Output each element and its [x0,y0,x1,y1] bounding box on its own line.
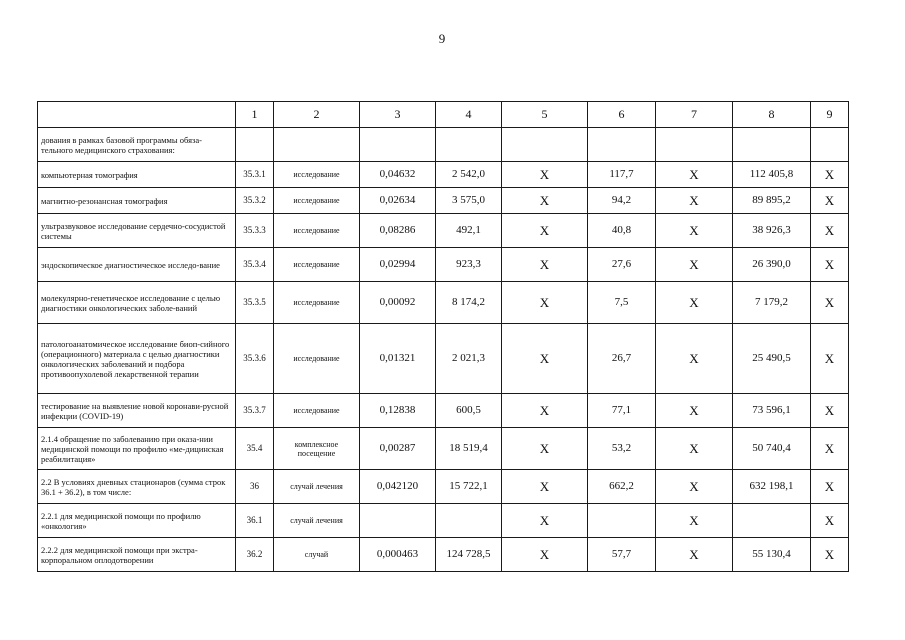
header-cell: 5 [502,102,588,128]
col7-cell: X [656,394,733,428]
col6-cell: 662,2 [588,470,656,504]
row-code-cell: 35.3.2 [236,188,274,214]
table-row [38,248,849,282]
header-cell: 7 [656,102,733,128]
row-unit-cell: случай [274,538,360,572]
table-row [38,538,849,572]
col4-cell: 3 575,0 [436,188,502,214]
row-code-cell: 35.3.4 [236,248,274,282]
table-row [38,394,849,428]
col8-cell: 38 926,3 [733,214,811,248]
col7-cell: X [656,538,733,572]
col7-cell: X [656,282,733,324]
col3-cell: 0,02994 [360,248,436,282]
row-name-cell: патологоанатомическое исследование биоп-сийного (операционного) материала с целью диагностики онкологических заболеваний и подбора противоопухолевой лекарственной терапии [38,324,236,394]
col9-cell: X [811,470,849,504]
col3-cell [360,504,436,538]
col4-cell: 492,1 [436,214,502,248]
header-cell: 6 [588,102,656,128]
col4-cell: 2 542,0 [436,162,502,188]
row-code-cell: 35.3.5 [236,282,274,324]
row-unit-cell: исследование [274,282,360,324]
row-name-cell: 2.2 В условиях дневных стационаров (сумма строк 36.1 + 36.2), в том числе: [38,470,236,504]
col9-cell: X [811,538,849,572]
row-code-cell: 35.3.7 [236,394,274,428]
col4-cell: 600,5 [436,394,502,428]
row-unit-cell: случай лечения [274,504,360,538]
col4-cell: 8 174,2 [436,282,502,324]
table-row [38,188,849,214]
col6-cell: 40,8 [588,214,656,248]
col3-cell: 0,00287 [360,428,436,470]
col9-cell: X [811,428,849,470]
col3-cell [360,128,436,162]
col6-cell: 94,2 [588,188,656,214]
col8-cell [733,128,811,162]
col8-cell: 112 405,8 [733,162,811,188]
row-code-cell: 35.3.1 [236,162,274,188]
col7-cell: X [656,214,733,248]
row-code-cell: 35.3.6 [236,324,274,394]
col6-cell: 77,1 [588,394,656,428]
col4-cell: 923,3 [436,248,502,282]
row-unit-cell: исследование [274,394,360,428]
col5-cell: X [502,324,588,394]
col5-cell: X [502,470,588,504]
row-unit-cell: исследование [274,162,360,188]
col6-cell: 7,5 [588,282,656,324]
col8-cell: 55 130,4 [733,538,811,572]
col6-cell: 27,6 [588,248,656,282]
table-header-row [38,102,849,128]
row-name-cell: дования в рамках базовой программы обяза-тельного медицинского страхования: [38,128,236,162]
col9-cell: X [811,282,849,324]
col3-cell: 0,04632 [360,162,436,188]
col5-cell: X [502,504,588,538]
table-row [38,470,849,504]
header-cell: 1 [236,102,274,128]
col5-cell: X [502,248,588,282]
col9-cell: X [811,188,849,214]
col8-cell [733,504,811,538]
row-name-cell: тестирование на выявление новой коронави-русной инфекции (COVID-19) [38,394,236,428]
header-cell: 8 [733,102,811,128]
col9-cell: X [811,214,849,248]
col3-cell: 0,12838 [360,394,436,428]
col6-cell: 57,7 [588,538,656,572]
col5-cell: X [502,214,588,248]
col7-cell: X [656,162,733,188]
data-table [37,101,849,572]
col8-cell: 89 895,2 [733,188,811,214]
col5-cell: X [502,394,588,428]
header-cell: 4 [436,102,502,128]
col7-cell: X [656,248,733,282]
header-cell: 9 [811,102,849,128]
col6-cell [588,504,656,538]
col7-cell: X [656,504,733,538]
row-code-cell: 35.4 [236,428,274,470]
table-row [38,214,849,248]
col7-cell: X [656,188,733,214]
row-name-cell: молекулярно-генетическое исследование с целью диагностики онкологических заболе-ваний [38,282,236,324]
row-unit-cell: исследование [274,248,360,282]
col7-cell [656,128,733,162]
col6-cell: 53,2 [588,428,656,470]
col4-cell: 15 722,1 [436,470,502,504]
row-name-cell: магнитно-резонансная томография [38,188,236,214]
col3-cell: 0,08286 [360,214,436,248]
col8-cell: 50 740,4 [733,428,811,470]
col6-cell: 117,7 [588,162,656,188]
row-code-cell [236,128,274,162]
table-row [38,162,849,188]
header-cell: 3 [360,102,436,128]
col7-cell: X [656,324,733,394]
col9-cell: X [811,324,849,394]
col3-cell: 0,01321 [360,324,436,394]
col4-cell: 124 728,5 [436,538,502,572]
row-unit-cell: исследование [274,324,360,394]
col5-cell: X [502,188,588,214]
col5-cell: X [502,538,588,572]
col6-cell: 26,7 [588,324,656,394]
col3-cell: 0,042120 [360,470,436,504]
row-unit-cell [274,128,360,162]
row-name-cell: эндоскопическое диагностическое исследо-вание [38,248,236,282]
col7-cell: X [656,428,733,470]
col9-cell: X [811,162,849,188]
row-name-cell: 2.1.4 обращение по заболеванию при оказа-нии медицинской помощи по профилю «ме-дицинская реабилитация» [38,428,236,470]
col3-cell: 0,00092 [360,282,436,324]
col7-cell: X [656,470,733,504]
page-number: 9 [438,31,446,46]
row-unit-cell: исследование [274,188,360,214]
row-name-cell: ультразвуковое исследование сердечно-сосудистой системы [38,214,236,248]
col4-cell [436,504,502,538]
header-cell-empty [38,102,236,128]
row-unit-cell: комплексное посещение [274,428,360,470]
row-name-cell: 2.2.2 для медицинской помощи при экстра-корпоральном оплодотворении [38,538,236,572]
row-code-cell: 35.3.3 [236,214,274,248]
col5-cell: X [502,428,588,470]
col8-cell: 26 390,0 [733,248,811,282]
row-code-cell: 36.1 [236,504,274,538]
col3-cell: 0,000463 [360,538,436,572]
col4-cell: 18 519,4 [436,428,502,470]
row-name-cell: компьютерная томография [38,162,236,188]
col6-cell [588,128,656,162]
col5-cell: X [502,282,588,324]
row-code-cell: 36.2 [236,538,274,572]
col5-cell [502,128,588,162]
col9-cell [811,128,849,162]
col4-cell [436,128,502,162]
col5-cell: X [502,162,588,188]
row-code-cell: 36 [236,470,274,504]
col8-cell: 632 198,1 [733,470,811,504]
row-unit-cell: случай лечения [274,470,360,504]
table-row [38,282,849,324]
col3-cell: 0,02634 [360,188,436,214]
col9-cell: X [811,504,849,538]
table-row [38,504,849,538]
table-row [38,428,849,470]
col8-cell: 73 596,1 [733,394,811,428]
col8-cell: 7 179,2 [733,282,811,324]
col9-cell: X [811,248,849,282]
header-cell: 2 [274,102,360,128]
row-unit-cell: исследование [274,214,360,248]
row-name-cell: 2.2.1 для медицинской помощи по профилю «онкология» [38,504,236,538]
col8-cell: 25 490,5 [733,324,811,394]
col9-cell: X [811,394,849,428]
table-row [38,324,849,394]
col4-cell: 2 021,3 [436,324,502,394]
table-row [38,128,849,162]
